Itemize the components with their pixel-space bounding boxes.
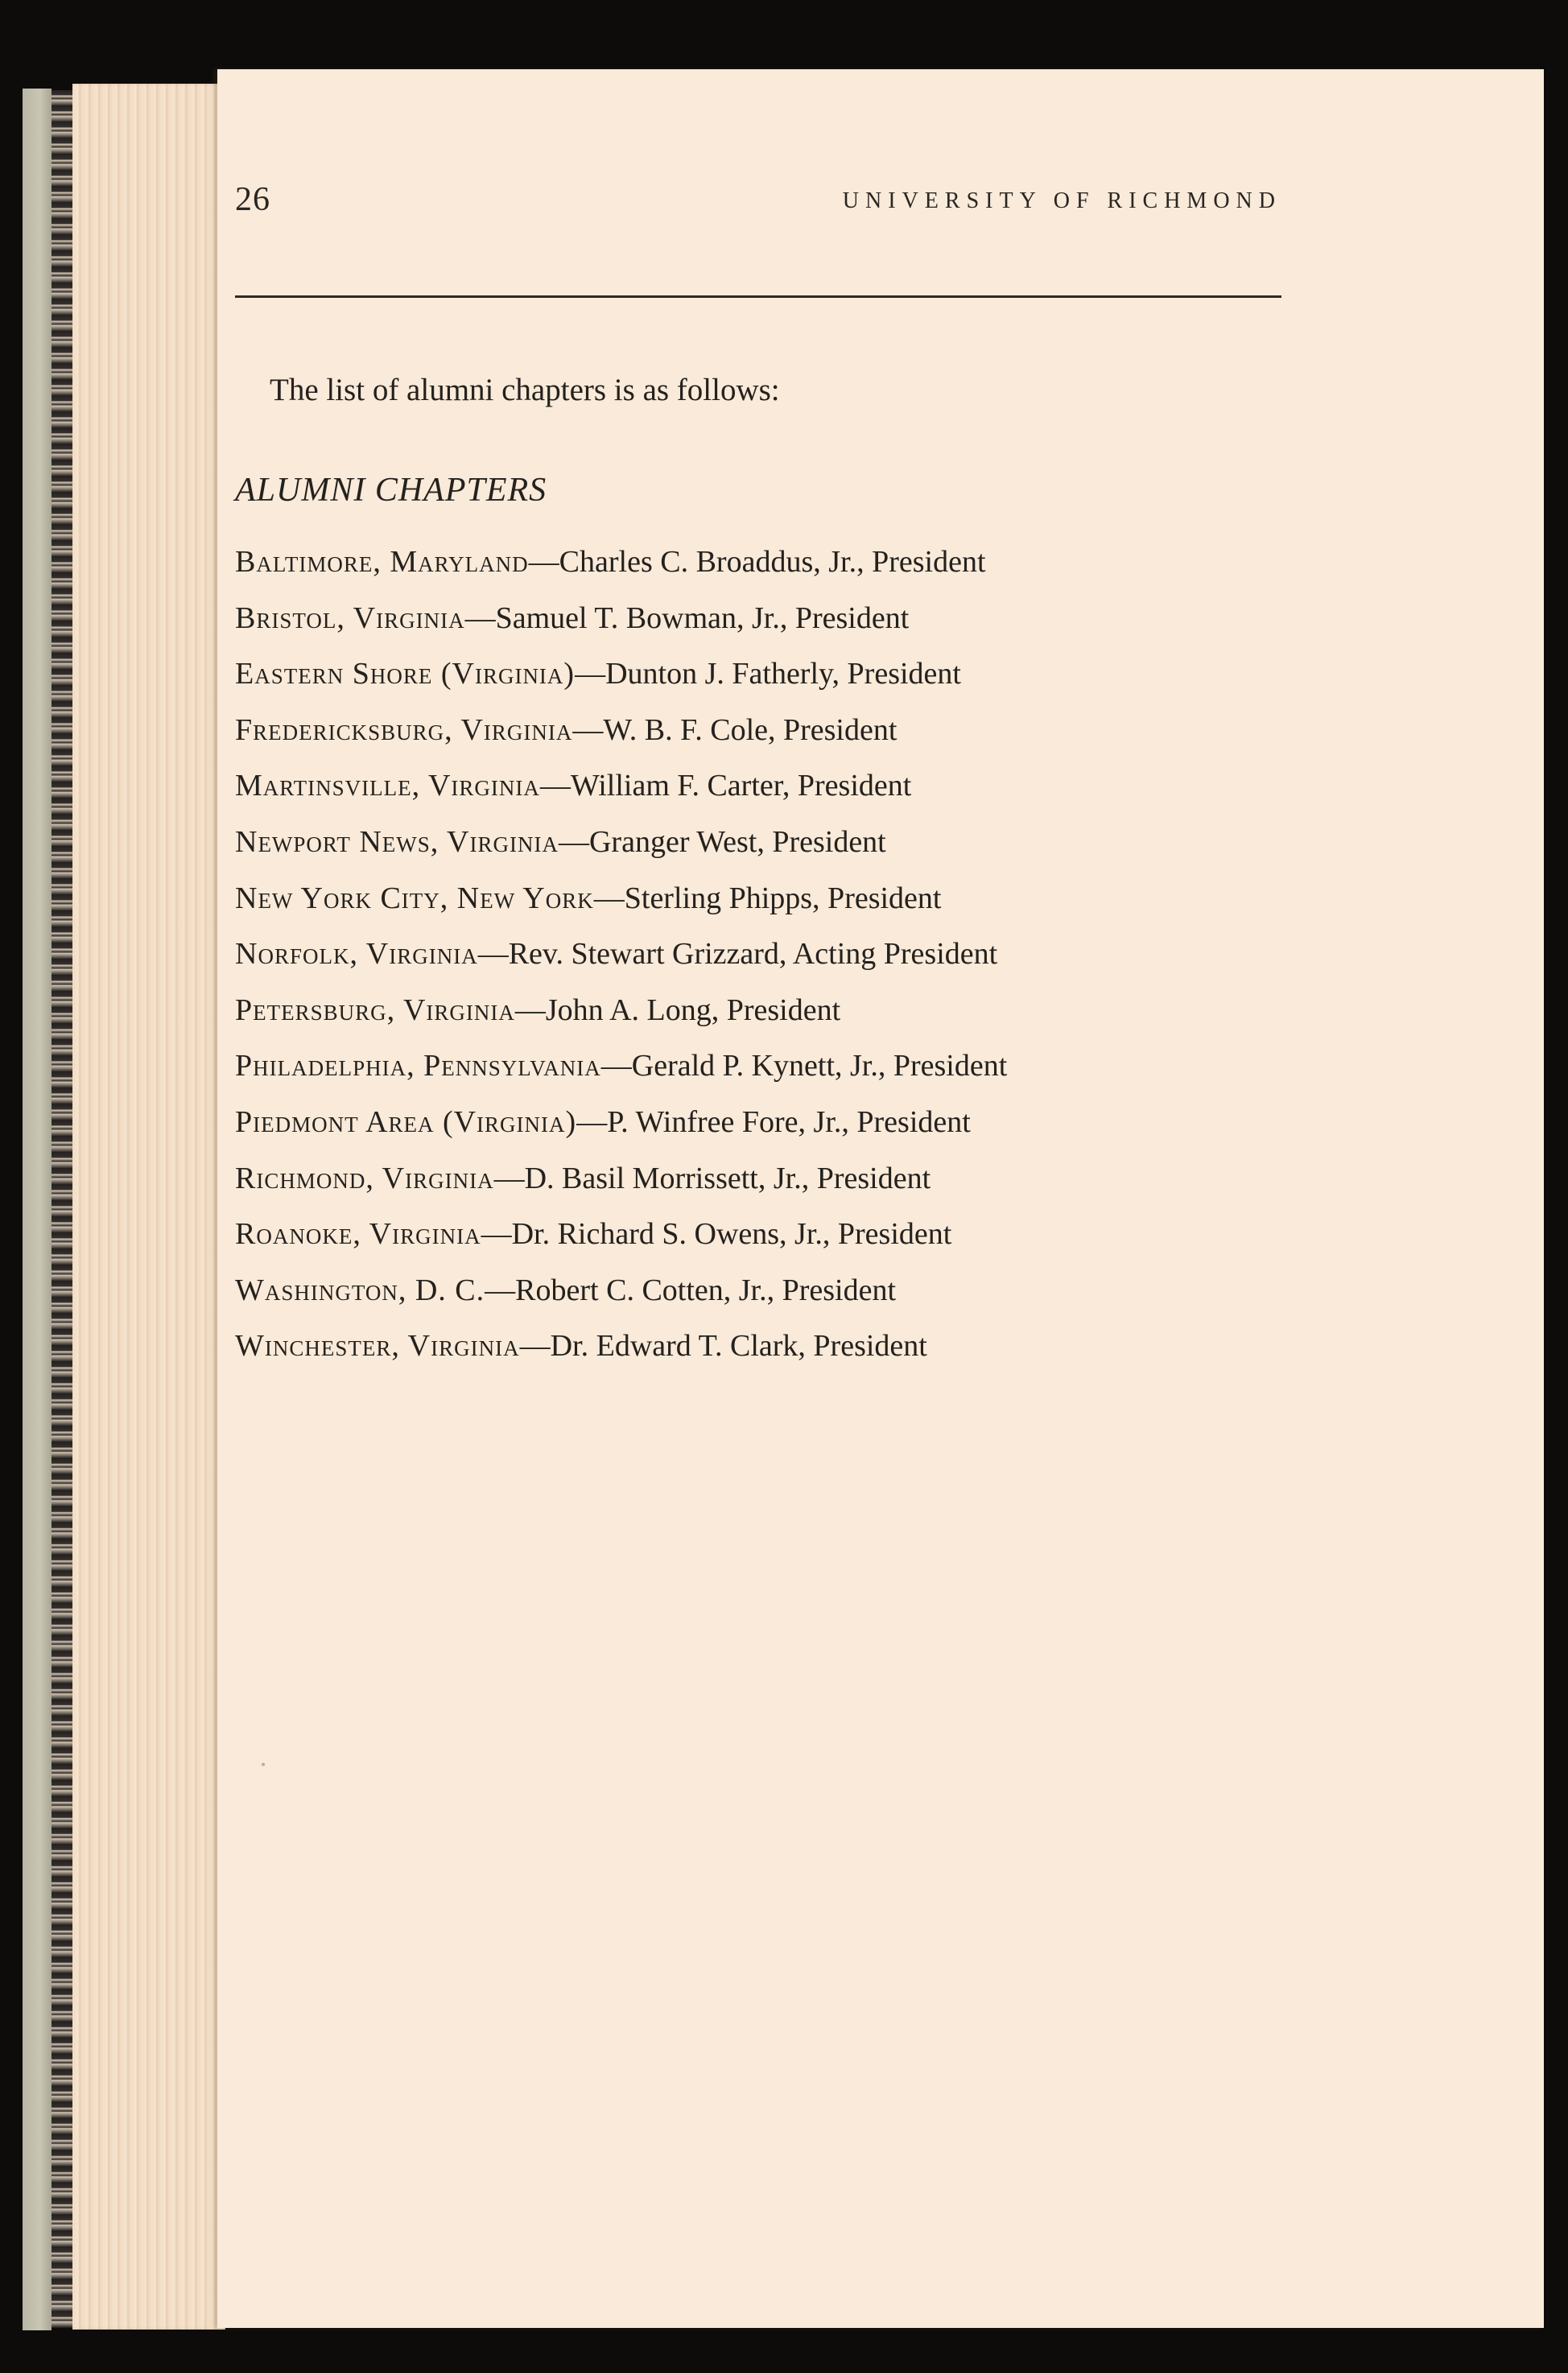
chapter-place: Piedmont Area (Virginia): [235, 1104, 577, 1139]
book-cover-edge: [23, 89, 52, 2330]
chapter-officer: —Dunton J. Fatherly, President: [575, 657, 961, 691]
chapter-officer: —P. Winfree Fore, Jr., President: [576, 1104, 971, 1139]
chapter-place: Norfolk, Virginia: [235, 937, 478, 972]
chapter-place: Baltimore, Maryland: [235, 545, 529, 579]
chapter-place: New York City, New York: [235, 881, 594, 915]
chapter-place: Petersburg, Virginia: [235, 993, 515, 1027]
chapter-officer: —W. B. F. Cole, President: [572, 712, 897, 747]
chapter-place: Winchester, Virginia: [235, 1329, 520, 1364]
chapter-entry: [235, 594, 1362, 650]
chapter-place: Washington, D. C.: [235, 1273, 485, 1307]
chapter-entry: [235, 818, 1362, 874]
page-header: [235, 180, 1281, 229]
chapter-entry: [235, 706, 1362, 762]
chapter-place: Eastern Shore (Virginia): [235, 657, 576, 691]
chapter-entry: [235, 650, 1362, 706]
book-spine-edge: [52, 90, 72, 2328]
page-number: 26: [235, 181, 270, 218]
chapter-officer: —Charles C. Broaddus, Jr., President: [528, 545, 986, 579]
chapter-entry: [235, 986, 1362, 1042]
chapter-place: Philadelphia, Pennsylvania: [235, 1049, 601, 1083]
section-title: ALUMNI CHAPTERS: [235, 472, 547, 509]
chapter-officer: —Samuel T. Bowman, Jr., President: [464, 600, 910, 635]
chapter-place: Richmond, Virginia: [235, 1161, 494, 1195]
chapter-entry: [235, 874, 1362, 931]
chapter-officer: —Granger West, President: [558, 824, 886, 859]
chapter-entry: [235, 1322, 1362, 1378]
running-head: UNIVERSITY OF RICHMOND: [842, 188, 1281, 213]
chapter-officer: —Robert C. Cotten, Jr., President: [485, 1273, 897, 1307]
chapter-entry: [235, 538, 1362, 594]
chapter-entry: [235, 761, 1362, 818]
chapter-place: Bristol, Virginia: [235, 600, 465, 635]
chapter-entry: [235, 1154, 1362, 1211]
intro-text: The list of alumni chapters is as follows:: [270, 373, 780, 407]
chapter-place: Martinsville, Virginia: [235, 769, 540, 803]
chapter-place: Fredericksburg, Virginia: [235, 712, 573, 747]
chapter-entry: [235, 1210, 1362, 1266]
chapter-officer: —Dr. Richard S. Owens, Jr., President: [481, 1217, 952, 1252]
chapter-entry: [235, 930, 1362, 986]
paper-speck: [262, 1763, 265, 1766]
chapter-officer: —D. Basil Morrissett, Jr., President: [493, 1161, 931, 1195]
chapter-officer: —Rev. Stewart Grizzard, Acting President: [477, 937, 998, 972]
chapter-officer: —John A. Long, President: [514, 993, 841, 1027]
chapter-list: [235, 538, 1362, 1378]
chapter-place: Roanoke, Virginia: [235, 1217, 481, 1252]
chapter-entry: [235, 1266, 1362, 1323]
chapter-officer: —William F. Carter, President: [539, 769, 912, 803]
header-rule: [235, 295, 1281, 298]
chapter-entry: [235, 1098, 1362, 1154]
page-stack-edge: [72, 84, 225, 2330]
chapter-officer: —Sterling Phipps, President: [593, 881, 942, 915]
chapter-place: Newport News, Virginia: [235, 824, 559, 859]
chapter-officer: —Gerald P. Kynett, Jr., President: [600, 1049, 1008, 1083]
chapter-officer: —Dr. Edward T. Clark, President: [519, 1329, 927, 1364]
chapter-entry: [235, 1042, 1362, 1098]
